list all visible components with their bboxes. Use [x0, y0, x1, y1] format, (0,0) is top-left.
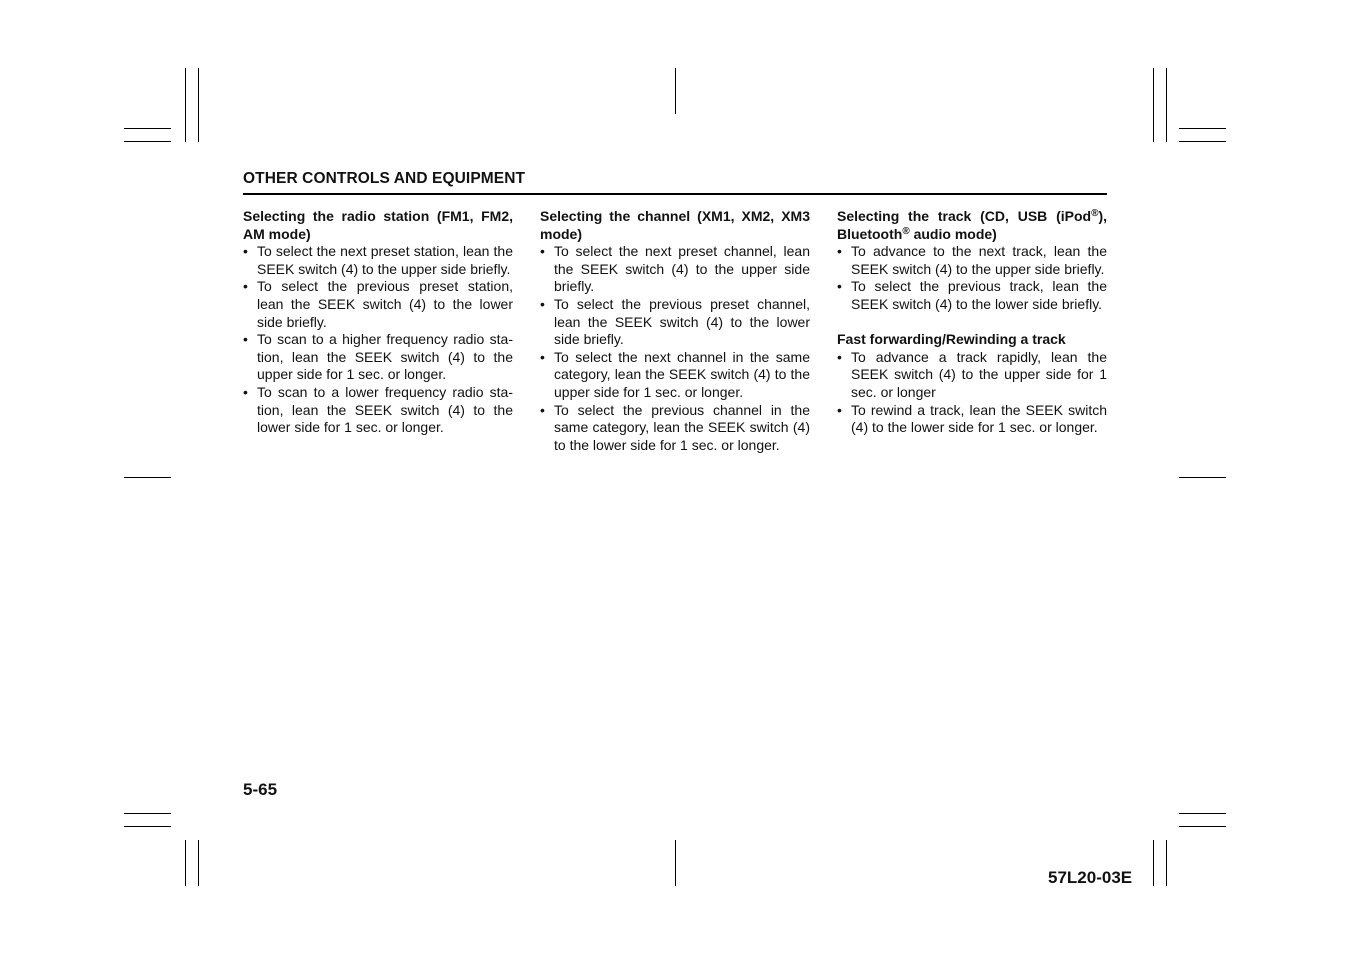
list-item: • To rewind a track, lean the SEEK switch (4) to the lower side for 1 sec. or longer.	[837, 402, 1107, 437]
list-channel	[540, 243, 810, 454]
list-item: • To select the next preset channel, lean the SEEK switch (4) to the upper side briefly.	[540, 243, 810, 296]
registered-mark: ®	[902, 225, 910, 237]
list-radio-station	[243, 243, 513, 437]
column-channel	[540, 208, 810, 454]
list-item: • To select the previous preset station, lean the SEEK switch (4) to the lower side briefly.	[243, 278, 513, 331]
list-item: • To scan to a lower frequency radio sta-tion, lean the SEEK switch (4) to the lower side for 1 sec. or longer.	[243, 384, 513, 437]
page-number: 5-65	[243, 780, 278, 799]
column-radio	[243, 208, 513, 437]
heading-track	[837, 208, 1107, 243]
list-item: • To select the previous track, lean the SEEK switch (4) to the lower side briefly.	[837, 278, 1107, 313]
list-item: • To select the next preset station, lean the SEEK switch (4) to the upper side briefly.	[243, 243, 513, 278]
list-fast-forward	[837, 349, 1107, 437]
list-track	[837, 243, 1107, 313]
list-item: • To advance to the next track, lean the SEEK switch (4) to the upper side briefly.	[837, 243, 1107, 278]
list-item: • To select the previous preset channel, lean the SEEK switch (4) to the lower side briefly.	[540, 296, 810, 349]
heading-track-part: Selecting the track (CD, USB (iPod	[837, 208, 1092, 224]
header-rule	[243, 193, 1107, 195]
list-item: • To scan to a higher frequency radio sta-tion, lean the SEEK switch (4) to the upper side for 1 sec. or longer.	[243, 331, 513, 384]
list-item: • To select the previous channel in the same category, lean the SEEK switch (4) to the lower side for 1 sec. or longer.	[540, 402, 810, 455]
registered-mark: ®	[1091, 208, 1099, 219]
heading-fast-forward: Fast forwarding/Rewinding a track	[837, 331, 1066, 348]
document-code: 57L20-03E	[1048, 868, 1133, 887]
heading-channel: Selecting the channel (XM1, XM2, XM3 mode)	[540, 208, 810, 242]
column-track	[837, 208, 1107, 437]
list-item: • To advance a track rapidly, lean the SEEK switch (4) to the upper side for 1 sec. or longer	[837, 349, 1107, 402]
list-item: • To select the next channel in the same category, lean the SEEK switch (4) to the upper side for 1 sec. or longer.	[540, 349, 810, 402]
heading-track-part: ), Bluetooth	[837, 208, 1107, 242]
section-header: OTHER CONTROLS AND EQUIPMENT	[243, 170, 526, 187]
heading-track-part: audio mode)	[909, 225, 997, 242]
heading-radio-station: Selecting the radio station (FM1, FM2, AM mode)	[243, 208, 513, 242]
